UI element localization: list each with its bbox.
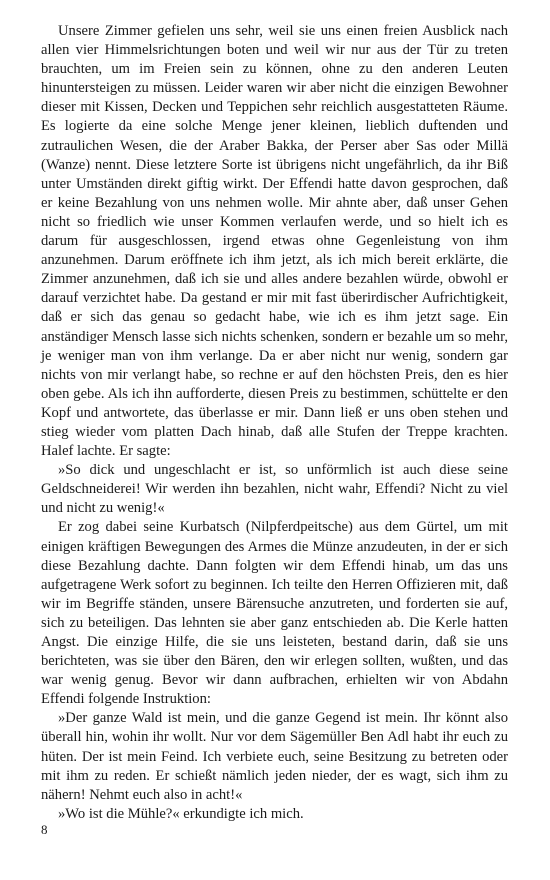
paragraph: »So dick und ungeschlacht er ist, so unförmlich ist auch diese seine Geldschneiderei! Wir werden ihn bezahlen, nicht wahr, Effendi? Nicht zu viel und nicht zu wenig!« (41, 462, 508, 517)
page-number: 8 (41, 822, 48, 837)
paragraph: Unsere Zimmer gefielen uns sehr, weil sie uns einen freien Ausblick nach allen vier Himmelsrichtungen boten und weil wir nur aus der Tür zu treten brauchten, um im Freien sein zu können, ohne zu den anderen Leuten hinuntersteigen zu müssen. Leider waren wir aber nicht die einzigen Bewohner dieser mit Kissen, Decken und Teppichen sehr reichlich ausgestatteten Räume. Es logierte da eine solche Menge jener kleinen, lieblich duftenden und zutraulichen Wesen, die der Araber Bakka, der Perser aber Sas oder Millä (Wanze) nennt. Diese letztere Sorte ist übrigens nicht ungefährlich, da ihr Biß unter Umständen direkt giftig wirkt. Der Effendi hatte davon gesprochen, daß er keine Bezahlung von uns nehmen wolle. Mir ahnte aber, daß unser Gehen nicht so friedlich wie unser Kommen verlaufen werde, und so hielt ich es darum für ausgeschlossen, irgend etwas ohne Gegenleistung von ihm anzunehmen. Darum eröffnete ich ihm jetzt, als ich mich bereit erklärte, die Zimmer anzunehmen, daß ich sie und alles andere bezahlen würde, obwohl er darauf verzichtet habe. Da gestand er mir mit fast überirdischer Aufrichtigkeit, daß er sich das genau so gedacht habe, wie ich es ihm jetzt sage. Ein anständiger Mensch lasse sich nichts schenken, sondern er bezahle um so mehr, je weniger man von ihm verlange. Da er aber nicht nur wenig, sondern gar nichts von mir verlangt habe, so rechne er auf den höchsten Preis, den es hier oben gebe. Als ich ihn aufforderte, diesen Preis zu bestimmen, schüttelte er den Kopf und antwortete, das überlasse er mir. Dann ließ er uns oben stehen und stieg wieder vom platten Dach hinab, daß alle Stufen der Treppe krachten. Halef lachte. Er sagte: (41, 23, 508, 460)
book-page-text (41, 22, 508, 824)
paragraph: Er zog dabei seine Kurbatsch (Nilpferdpeitsche) aus dem Gürtel, um mit einigen kräftigen Bewegungen des Armes die Münze anzudeuten, in der er sich diese Bezahlung dachte. Dann folgten wir dem Effendi hinab, um das uns aufgetragene Werk sofort zu beginnen. Ich teilte den Herren Offizieren mit, daß wir im Begriffe ständen, unsere Bärensuche anzutreten, und forderten sie auf, sich zu beteiligen. Das lehnten sie aber ganz entschieden ab. Die Kerle hatten Angst. Die einzige Hilfe, die sie uns leisteten, bestand darin, daß sie uns berichteten, was sie über den Bären, den wir erlegen sollten, wußten, und das war wenig genug. Bevor wir dann aufbrachen, erhielten wir von Abdahn Effendi folgende Instruktion: (41, 519, 508, 708)
paragraph: »Der ganze Wald ist mein, und die ganze Gegend ist mein. Ihr könnt also überall hin, wohin ihr wollt. Nur vor dem Sägemüller Ben Adl habt ihr euch zu hüten. Der ist mein Feind. Ich verbiete euch, seine Besitzung zu betreten oder mit ihm zu reden. Er schießt nämlich jeden nieder, der es wagt, sich ihm zu nähern! Nehmt euch also in acht!« (41, 710, 508, 803)
paragraph: »Wo ist die Mühle?« erkundigte ich mich. (58, 805, 304, 822)
